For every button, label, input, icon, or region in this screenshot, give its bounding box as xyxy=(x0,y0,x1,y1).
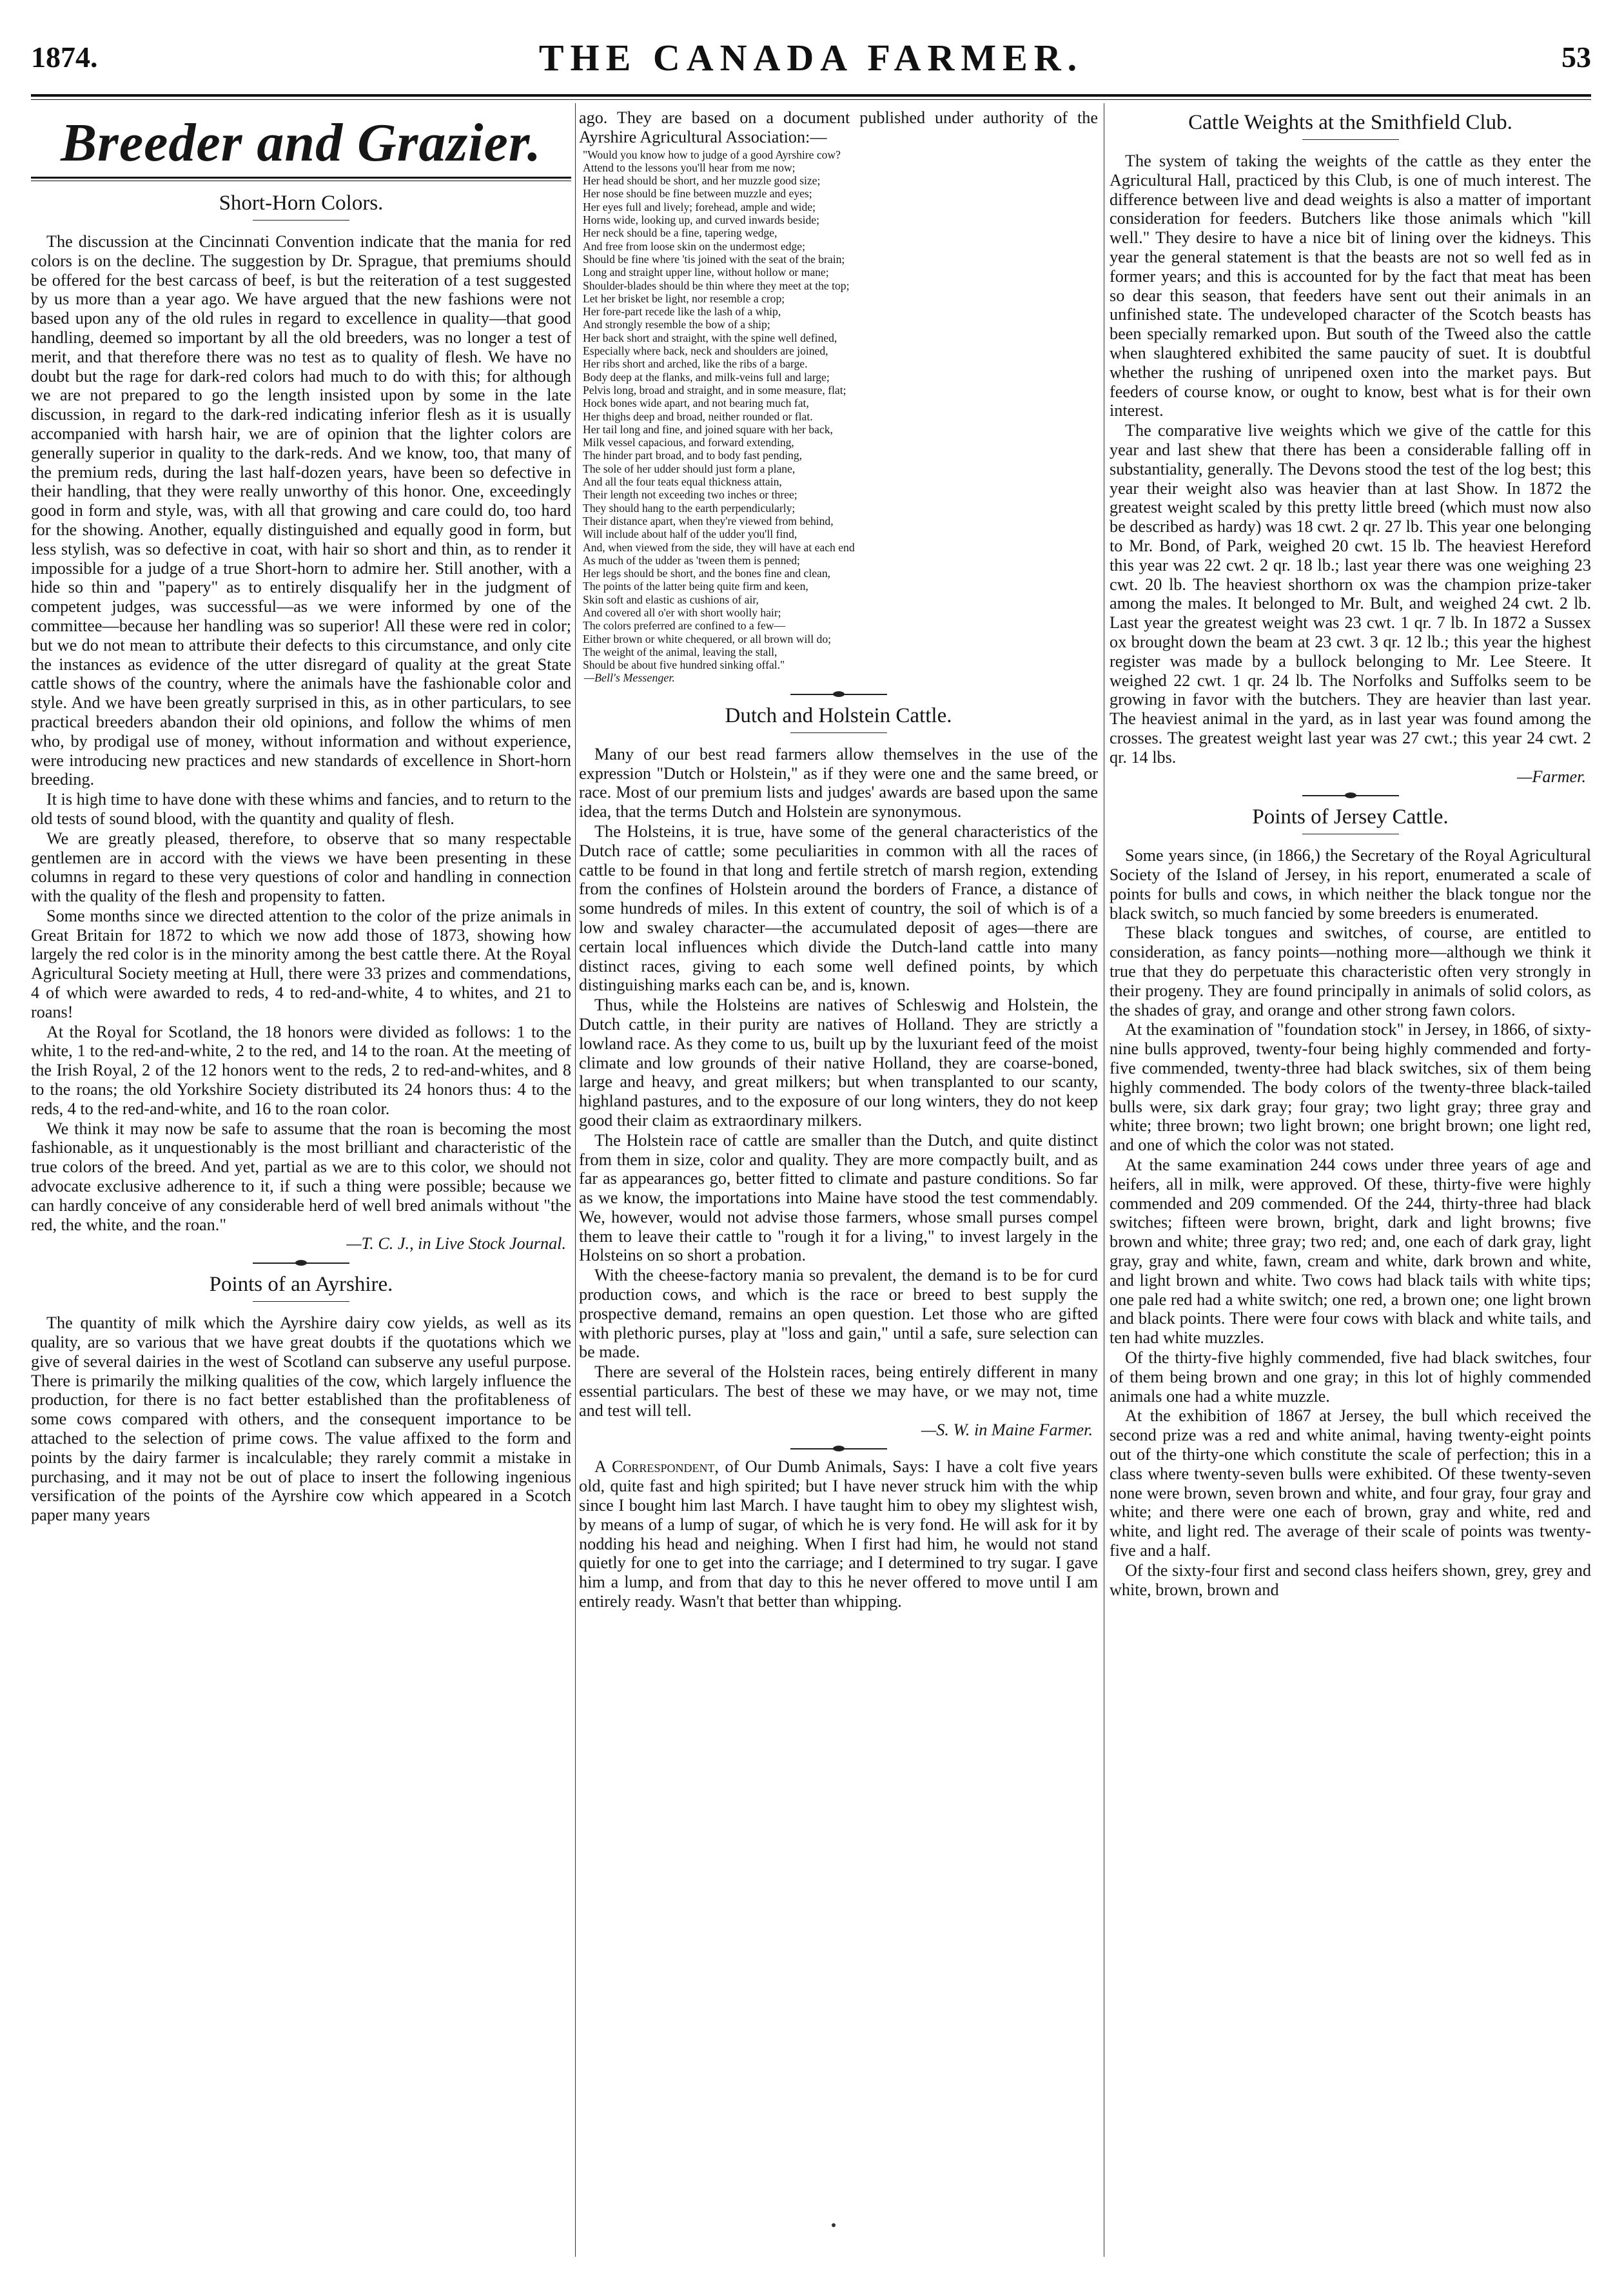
verse-line: Skin soft and elastic as cushions of air, xyxy=(583,593,759,606)
article-paragraph: The quantity of milk which the Ayrshire dairy cow yields, as well as its quality, are so various that we have great doubts if the quotations which we give of several dairies in the west of Scotland can subserve any useful purpose. There is primarily the milking qualities of the cow, which largely influence the production, for there is no fact better established than the profitableness of some cows compared with others, and the consequent importance to be attached to the selection of prime cows. The value affixed to the form and points by the dairy farmer is incalculable; they rarely commit a mistake in purchasing, and it may not be out of place to insert the following ingenious versification of the points of the Ayrshire cow which appeared in a Scotch paper many years xyxy=(31,1313,571,1525)
correspondent-paragraph xyxy=(579,1457,1098,1611)
verse-line: Their distance apart, when they're viewed from behind, xyxy=(583,514,834,527)
verse-byline: —Bell's Messenger. xyxy=(584,671,675,685)
title-underline xyxy=(1302,139,1399,140)
verse-line: Should be about five hundred sinking offal." xyxy=(583,658,785,672)
article-paragraph: With the cheese-factory mania so prevalent, the demand is to be for curd production cows, and which is the race or breed to best supply the prospective demand, remains an open question. Let those who are gifted with plethoric purses, play at "loss and gain," until a safe, sure selection can be made. xyxy=(579,1266,1098,1362)
article-title: Points of Jersey Cattle. xyxy=(1252,805,1449,829)
article-paragraph: These black tongues and switches, of course, are entitled to consideration, as fancy points—nothing more—although we think it true that they do perpetuate this characteristic often very strongly in their progeny. They are found principally in animals of solid colors, as the shades of gray, and orange and other strong fawn colors. xyxy=(1110,923,1591,1019)
verse-line: Her eyes full and lively; forehead, ample and wide; xyxy=(583,200,816,213)
page-header xyxy=(31,37,1591,92)
verse-line: Let her brisket be light, nor resemble a crop; xyxy=(583,291,785,305)
verse-line: And, when viewed from the side, they will have at each end xyxy=(583,540,855,554)
verse-line: Especially where back, neck and shoulders are joined, xyxy=(583,344,828,358)
issue-year: 1874. xyxy=(31,41,98,74)
masthead-rule xyxy=(31,177,571,181)
article-paragraph: The Holsteins, it is true, have some of the general characteristics of the Dutch race of cattle; some peculiarities in common with all the races of cattle to be found in that long and fertile stretch of marsh region, extending from the confines of Holstein around the borders of France, a distance of some hundreds of miles. In this extent of country, the soil of which is of a low and swaley character—the accumulated deposit of ages—there are certain local influences which divide the Dutch-land cattle into many distinct races, giving to each some well defined points, by which distinguishing marks each can be, and is, known. xyxy=(579,821,1098,995)
column-divider xyxy=(575,103,576,2257)
header-rule-thin xyxy=(31,99,1591,100)
verse-line: "Would you know how to judge of a good Ayrshire cow? xyxy=(583,148,841,161)
article-paragraph: Of the thirty-five highly commended, five had black switches, four of them being brown and one gray; in this lot of highly commended animals one had a white muzzle. xyxy=(1110,1348,1591,1406)
article-paragraph: The discussion at the Cincinnati Convention indicate that the mania for red colors is on the decline. The suggestion by Dr. Sprague, that premiums should be offered for the best carcass of beef, is but the reiteration of a test suggested by us more than a year ago. We have argued that the new fashions were not based upon any of the old rules in regard to excellence in quality—that good handling, deemed so important by all the old breeders, was no longer a test of merit, and that therefore there was no test as to quality of flesh. We have no doubt but the rage for dark-red colors had much to do with this; for although we are not prepared to go the length insisted upon by some in the late discussion, in regard to the dark-red indicating inferior flesh as it is usually accompanied with harsh hair, we are of opinion that the lighter colors are generally superior in quality to the dark-reds. And we know, too, that many of the premium reds, during the last half-dozen years, have been so defective in their handling, that they were really unworthy of this honor. One, exceedingly good in form and style, was, with all that growing and care could do, too hard for the showing. Another, equally distinguished and equally good in form, but less stylish, was so defective in coat, with hair so short and thin, as to render it impossible for a judge of a true Short-horn to admire her. Still another, with a hide so thin and "papery" as to entirely disqualify her in the judgment of competent judges, was successful—as we were informed by one of the committee—because her handling was so superior! All these were red in color; but we do not mean to attribute their defects to this circumstance, and only cite the instances as evidence of the utter disregard of quality at the great State cattle shows of the country, where the animals have the fashionable color and style. And we have been greatly surprised in this, as in other particulars, to see practical breeders abandon their old opinions, and follow the whims of men who, by prodigal use of money, without information and without experience, were introducing new practices and new standards of excellence in Short-horn breeding. xyxy=(31,232,571,789)
verse-line: And strongly resemble the bow of a ship; xyxy=(583,318,770,331)
verse-line: Her head should be short, and her muzzle good size; xyxy=(583,174,821,188)
article-paragraph: At the Royal for Scotland, the 18 honors were divided as follows: 1 to the white, 1 to the red-and-white, 2 to the red, and 14 to the roan. At the meeting of the Irish Royal, 2 of the 12 honors went to the reds, 2 to red-and-whites, and 8 to the roans; the old Yorkshire Society distributed its 24 honors thus: 4 to the reds, 4 to the red-and-white, and 16 to the roan color. xyxy=(31,1022,571,1118)
article-title: Short-Horn Colors. xyxy=(219,192,384,215)
verse-line: Her nose should be fine between muzzle and eyes; xyxy=(583,187,812,201)
verse-line: And free from loose skin on the undermost edge; xyxy=(583,239,805,253)
correspondent-text: of Our Dumb Animals, Says: I have a colt five years old, quite fast and high spirited; but I have never struck him with the whip since I bought him last March. I have taught him to obey my slightest wish, by means of a lump of sugar, of which he is very fond. He will ask for it by nodding his head and neighing. When I first had him, he would not stand quietly for one to get into the carriage; and I determined to try sugar. I gave him a lump, and from that day to this he never offered to move until I am entirely ready. Wasn't that better than whipping. xyxy=(579,1457,1098,1611)
verse-line: Milk vessel capacious, and forward extending, xyxy=(583,436,794,449)
verse-line: The weight of the animal, leaving the stall, xyxy=(583,645,778,658)
section-masthead: Breeder and Grazier. xyxy=(61,113,542,173)
newspaper-title: THE CANADA FARMER. xyxy=(538,37,1084,79)
article-separator xyxy=(253,1262,349,1264)
article-paragraph: ago. They are based on a document published under authority of the Ayrshire Agricultural Association:— xyxy=(579,108,1098,146)
verse-line: Either brown or white chequered, or all brown will do; xyxy=(583,632,832,645)
article-separator xyxy=(790,694,887,695)
verse-line: Long and straight upper line, without hollow or mane; xyxy=(583,266,829,279)
article-paragraph: Some months since we directed attention to the color of the prize animals in Great Britain for 1872 to which we now add those of 1873, showing how largely the red color is in the minority among the best cattle there. At the Royal Agricultural Society meeting at Hull, there were 33 prizes and commendations, 4 of which were awarded to reds, 4 to red-and-white, 4 to whites, and 21 to roans! xyxy=(31,906,571,1021)
verse-line: Horns wide, looking up, and curved inwards beside; xyxy=(583,213,819,227)
article-paragraph: At the exhibition of 1867 at Jersey, the bull which received the second prize was a red and white animal, having twenty-eight points out of the thirty-one which constitute the scale of perfection; this in a class where twenty-seven bulls were exhibited. Of these twenty-seven none were brown, seven brown and white, and four gray, four gray and white; and there were one each of brown, gray and white, red and white, and light red. The average of their scale of points was twenty-five and a half. xyxy=(1110,1406,1591,1560)
article-paragraph: At the same examination 244 cows under three years of age and heifers, all in milk, were approved. Of these, thirty-five were highly commended and 209 commended. Of the 244, thirty-three had black switches; fifteen were brown, bright, dark and light browns; five brown and white; three gray; two red; and, one each of dark gray, light gray, gray and white, fawn, cream and white, dark brown and white, and light brown and white. Two cows had black tails with white tips; one pale red had a white switch; one red, a brown one; one light brown and black points. There were four cows with black and white tails, and ten had white muzzles. xyxy=(1110,1155,1591,1348)
page-number: 53 xyxy=(1561,41,1591,74)
correspondent-lead: A Correspondent, xyxy=(594,1457,719,1477)
article-byline: —T. C. J., in Live Stock Journal. xyxy=(346,1234,566,1253)
article-title: Points of an Ayrshire. xyxy=(209,1273,393,1297)
verse-line: They should hang to the earth perpendicularly; xyxy=(583,501,796,515)
header-rule xyxy=(31,94,1591,97)
article-separator xyxy=(1302,795,1399,796)
verse-line: Her ribs short and arched, like the ribs of a barge. xyxy=(583,357,808,371)
article-paragraph: Some years since, (in 1866,) the Secretary of the Royal Agricultural Society of the Island of Jersey, in his report, enumerated a scale of points for bulls and cows, in which neither the black tongue nor the black switch, so much fancied by some breeders is enumerated. xyxy=(1110,846,1591,923)
verse-line: The points of the latter being quite firm and keen, xyxy=(583,580,808,593)
article-title: Dutch and Holstein Cattle. xyxy=(725,703,952,727)
article-paragraph: Many of our best read farmers allow themselves in the use of the expression "Dutch or Holstein," as if they were one and the same breed, or race. Most of our premium lists and judges' awards are based upon the same idea, that the terms Dutch and Holstein are synonymous. xyxy=(579,744,1098,821)
verse-line: Should be fine where 'tis joined with the seat of the brain; xyxy=(583,252,845,266)
verse-line: Her back short and straight, with the spine well defined, xyxy=(583,331,837,344)
verse-line: Their length not exceeding two inches or three; xyxy=(583,488,797,502)
article-byline: —Farmer. xyxy=(1517,767,1586,786)
verse-line: Her tail long and fine, and joined square with her back, xyxy=(583,422,833,436)
verse-line: Pelvis long, broad and straight, and in some measure, flat; xyxy=(583,383,846,397)
title-underline xyxy=(253,1301,349,1302)
verse-line: And covered all o'er with short woolly hair; xyxy=(583,605,781,619)
verse-line: Her fore-part recede like the lash of a whip, xyxy=(583,305,781,319)
verse-line: Hock bones wide apart, and not bearing much fat, xyxy=(583,397,809,410)
article-paragraph: The comparative live weights which we give of the cattle for this year and last shew that there has been a considerable falling off in substantiality, generally. The Devons stood the test of the log best; this year their weight also was heavier than at last Show. In 1872 the greatest weight scaled by this pretty little breed (which must now also be described as hardy) was 18 cwt. 2 qr. 27 lb. This year one belonging to Mr. Bond, of Park, weighed 20 cwt. 15 lb. The heaviest Hereford this year was 22 cwt. 2 qr. 18 lb.; last year there was one weighing 23 cwt. 20 lb. The heaviest shorthorn ox was the champion prize-taker among the males. It belonged to Mr. Bult, and weighed 24 cwt. 2 lb. Last year the greatest weight was 23 cwt. 1 qr. 7 lb. In 1872 a Sussex ox brought down the beam at 23 cwt. 3 qr. 12 lb.; this year the highest register was made by a bullock belonging to Mr. Lee Steere. It weighed 22 cwt. 1 qr. 24 lb. The Norfolks and Suffolks seem to be growing in favor with the butchers. They are heavier than last year. The heaviest animal in the yard, as in last year was found among the crosses. The greatest weight last year was 27 cwt.; this year 24 cwt. 2 qr. 14 lbs. xyxy=(1110,421,1591,767)
verse-line: Will include about half of the udder you'll find, xyxy=(583,527,797,541)
verse-block xyxy=(579,148,1098,685)
verse-line: And all the four teats equal thickness attain, xyxy=(583,475,782,489)
verse-line: Her thighs deep and broad, neither rounded or flat. xyxy=(583,409,813,423)
article-paragraph: The system of taking the weights of the cattle as they enter the Agricultural Hall, practiced by this Club, is one of much interest. The difference between live and dead weights is also a matter of important consideration for feeders. Butchers like those animals which "kill well." They desire to have a nice bit of lining over the kidneys. This year the general statement is that the beasts are not so well fed as in former years; and this is accounted for by the fact that meat has been so dear this season, that feeders have sent out their animals in an unfinished state. The undeveloped character of the Scotch beasts has been specially remarked upon. But south of the Tweed also the cattle when slaughtered exhibited the same paucity of suet. It is doubtful whether the rushing of unripened oxen into the market pays. But feeders of course know, or ought to know, best what is for their own interest. xyxy=(1110,152,1591,420)
column-3 xyxy=(1110,108,1591,2255)
article-paragraph: We are greatly pleased, therefore, to observe that so many respectable gentlemen are in accord with the views we have been presenting in these columns in regard to these very questions of color and handling in connection with the quality of the flesh and propensity to fatten. xyxy=(31,829,571,906)
verse-line: The sole of her udder should just form a plane, xyxy=(583,462,796,475)
verse-line: Shoulder-blades should be thin where they meet at the top; xyxy=(583,279,850,292)
article-paragraph: It is high time to have done with these whims and fancies, and to return to the old tests of sound blood, with the quantity and quality of flesh. xyxy=(31,790,571,828)
column-2 xyxy=(579,108,1098,2255)
article-paragraph: There are several of the Holstein races, being entirely different in many essential particulars. The best of these we may have, or we may not, time and test will tell. xyxy=(579,1362,1098,1420)
column-1 xyxy=(31,108,571,2255)
title-underline xyxy=(790,732,887,733)
article-byline: —S. W. in Maine Farmer. xyxy=(921,1420,1093,1439)
verse-line: Body deep at the flanks, and milk-veins full and large; xyxy=(583,370,830,384)
article-paragraph: At the examination of "foundation stock" in Jersey, in 1866, of sixty-nine bulls approved, twenty-four being highly commended and forty-five commended, twenty-three had black switches, six of them being highly commended. The body colors of the twenty-three black-tailed bulls were, six dark gray; four gray; two light gray; three gray and white; three brown; two light brown; one bright brown; one light red, and one of which the color was not stated. xyxy=(1110,1020,1591,1155)
verse-line: Attend to the lessons you'll hear from me now; xyxy=(583,161,796,174)
verse-line: Her neck should be a fine, tapering wedge, xyxy=(583,226,778,240)
verse-line: The colors preferred are confined to a few— xyxy=(583,619,786,633)
article-paragraph: Thus, while the Holsteins are natives of Schleswig and Holstein, the Dutch cattle, in their purity are natives of Holland. They are strictly a lowland race. As they come to us, built up by the luxuriant feed of the moist climate and low grounds of their native Holland, they are coarse-boned, large and heavy, and great milkers; but when transplanted to our scanty, highland pastures, and to the exposure of our long winters, they do not keep good their claim as extraordinary milkers. xyxy=(579,996,1098,1130)
article-paragraph: The Holstein race of cattle are smaller than the Dutch, and quite distinct from them in size, color and quality. They are more compactly built, and as far as appearances go, better fitted to climate and pasture conditions. So far as we know, the importations into Maine have stood the test commendably. We, however, would not advise those farmers, whose small purses compel them to leave their cattle to "rough it for a living," to invest largely in the Holsteins on so short a probation. xyxy=(579,1130,1098,1265)
article-paragraph: We think it may now be safe to assume that the roan is becoming the most fashionable, as it unquestionably is the most brilliant and characteristic of the true colors of the breed. And yet, partial as we are to this color, we should not advocate exclusive adherence to it, if such a thing were possible; because we can hardly conceive of any considerable herd of well bred animals without "the red, the white, and the roan." xyxy=(31,1119,571,1234)
verse-line: The hinder part broad, and to body fast pending, xyxy=(583,449,803,462)
article-title: Cattle Weights at the Smithfield Club. xyxy=(1188,111,1512,134)
verse-line: Her legs should be short, and the bones fine and clean, xyxy=(583,567,831,580)
article-paragraph: Of the sixty-four first and second class heifers shown, grey, grey and white, brown, brown and xyxy=(1110,1560,1591,1599)
article-separator xyxy=(790,1448,887,1449)
verse-line: As much of the udder as 'tween them is penned; xyxy=(583,553,800,567)
title-underline xyxy=(253,220,349,221)
print-mark xyxy=(832,2223,836,2227)
